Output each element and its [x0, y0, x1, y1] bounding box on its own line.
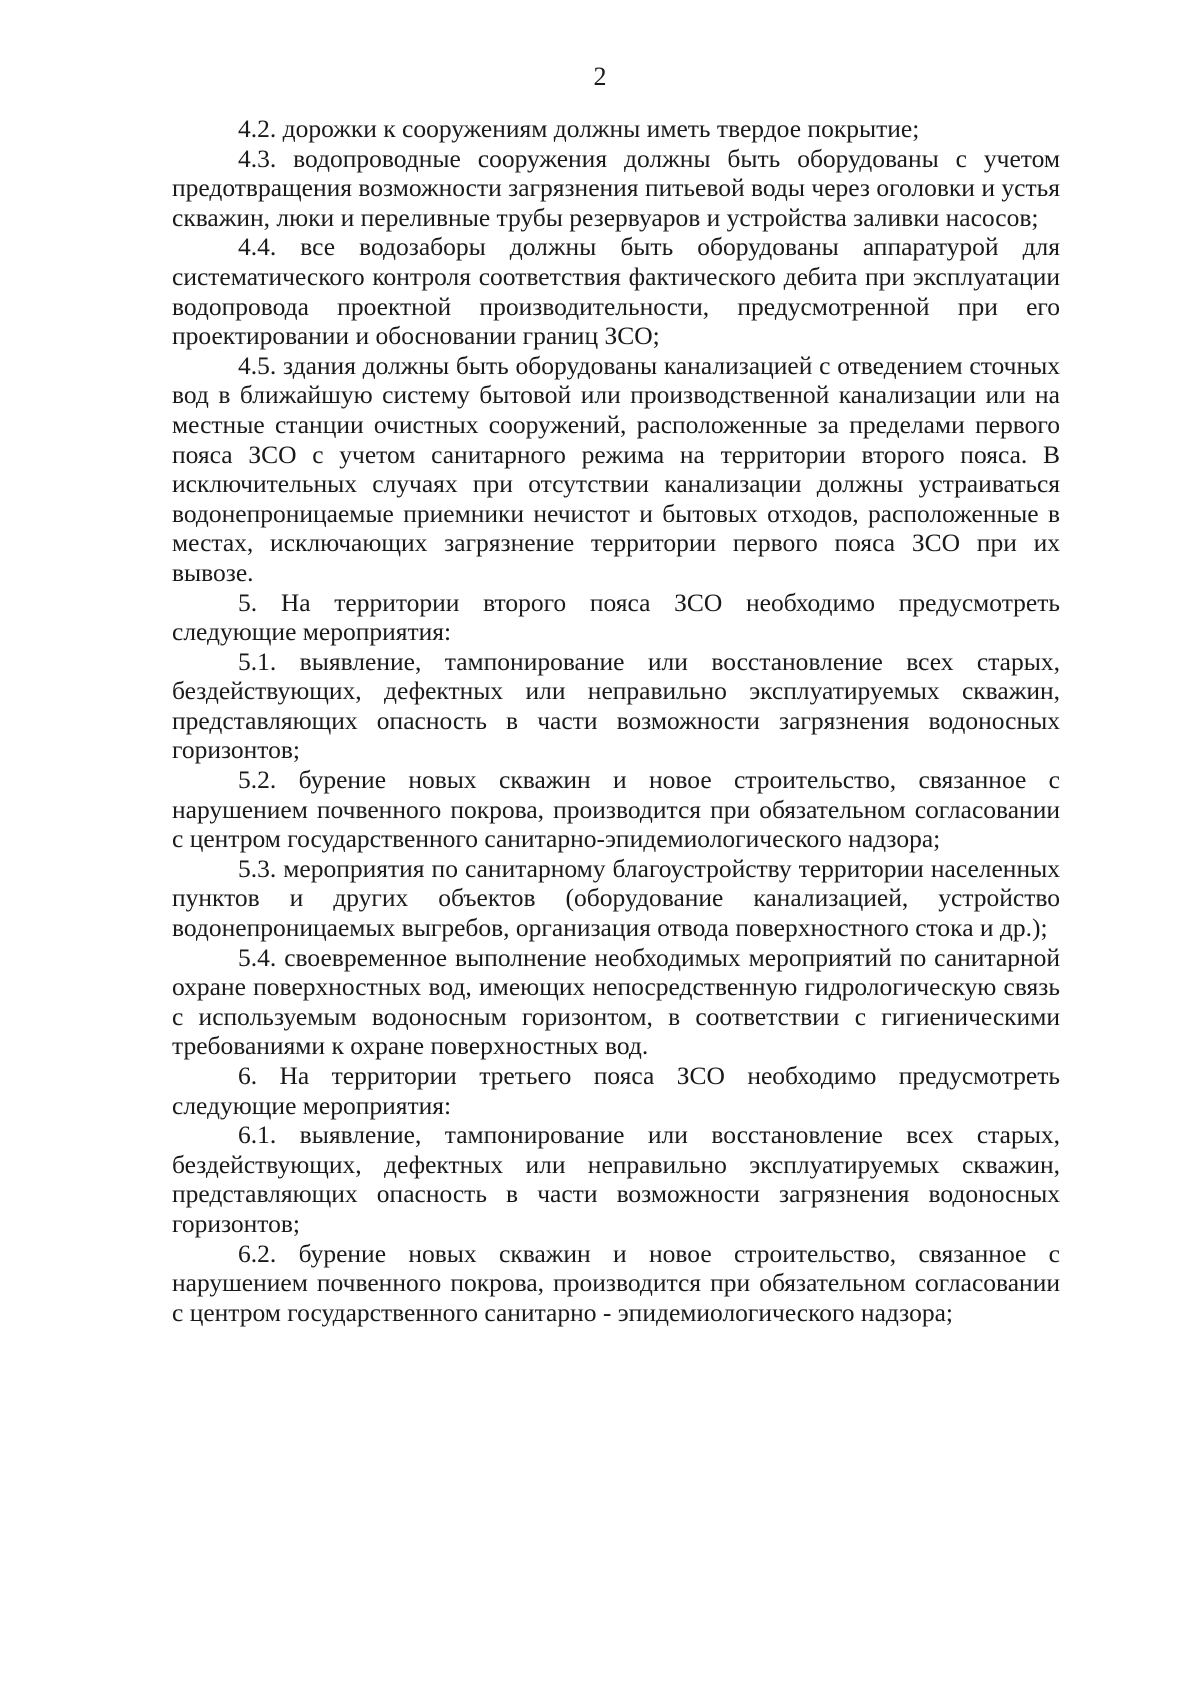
paragraph-5-1: 5.1. выявление, тампонирование или восстановление всех старых, бездействующих, дефектных или неправильно эксплуатируемых скважин, представляющих опасность в части возможности загрязнения водоносных горизонтов;	[172, 646, 1060, 765]
paragraph-5-2: 5.2. бурение новых скважин и новое строительство, связанное с нарушением почвенного покрова, производится при обязательном согласовании с центром государственного санитарно-эпидемиологического надзора;	[172, 765, 1060, 854]
document-body	[172, 114, 1060, 1327]
paragraph-6: 6. На территории третьего пояса ЗСО необходимо предусмотреть следующие мероприятия:	[172, 1061, 1060, 1120]
paragraph-4-4: 4.4. все водозаборы должны быть оборудованы аппаратурой для систематического контроля соответствия фактического дебита при эксплуатации водопровода проектной производительности, предусмотренной при его проектировании и обосновании границ ЗСО;	[172, 232, 1060, 351]
paragraph-4-2: 4.2. дорожки к сооружениям должны иметь твердое покрытие;	[238, 114, 920, 143]
paragraph-4-3: 4.3. водопроводные сооружения должны быть оборудованы с учетом предотвращения возможности загрязнения питьевой воды через оголовки и устья скважин, люки и переливные трубы резервуаров и устройства заливки насосов;	[172, 143, 1060, 232]
paragraph-6-1: 6.1. выявление, тампонирование или восстановление всех старых, бездействующих, дефектных или неправильно эксплуатируемых скважин, представляющих опасность в части возможности загрязнения водоносных горизонтов;	[172, 1120, 1060, 1238]
paragraph-5: 5. На территории второго пояса ЗСО необходимо предусмотреть следующие мероприятия:	[172, 587, 1060, 647]
paragraph-5-3: 5.3. мероприятия по санитарному благоустройству территории населенных пунктов и других объектов (оборудование канализацией, устройство водонепроницаемых выгребов, организация отвода поверхностного стока и др.);	[172, 853, 1060, 943]
paragraph-5-4: 5.4. своевременное выполнение необходимых мероприятий по санитарной охране поверхностных вод, имеющих непосредственную гидрологическую связь с используемым водоносным горизонтом, в соответствии с гигиеническими требованиями к охране поверхностных вод.	[172, 942, 1060, 1061]
paragraph-4-5: 4.5. здания должны быть оборудованы канализацией с отведением сточных вод в ближайшую систему бытовой или производственной канализации или на местные станции очистных сооружений, расположенные за пределами первого пояса ЗСО с учетом санитарного режима на территории второго пояса. В исключительных случаях при отсутствии канализации должны устраиваться водонепроницаемые приемники нечистот и бытовых отходов, расположенные в местах, исключающих загрязнение территории первого пояса ЗСО при их вывозе.	[172, 350, 1060, 587]
page-number: 2	[593, 62, 607, 91]
paragraph-6-2: 6.2. бурение новых скважин и новое строительство, связанное с нарушением почвенного покрова, производится при обязательном согласовании с центром государственного санитарно - эпидемиологического надзора;	[172, 1238, 1060, 1327]
